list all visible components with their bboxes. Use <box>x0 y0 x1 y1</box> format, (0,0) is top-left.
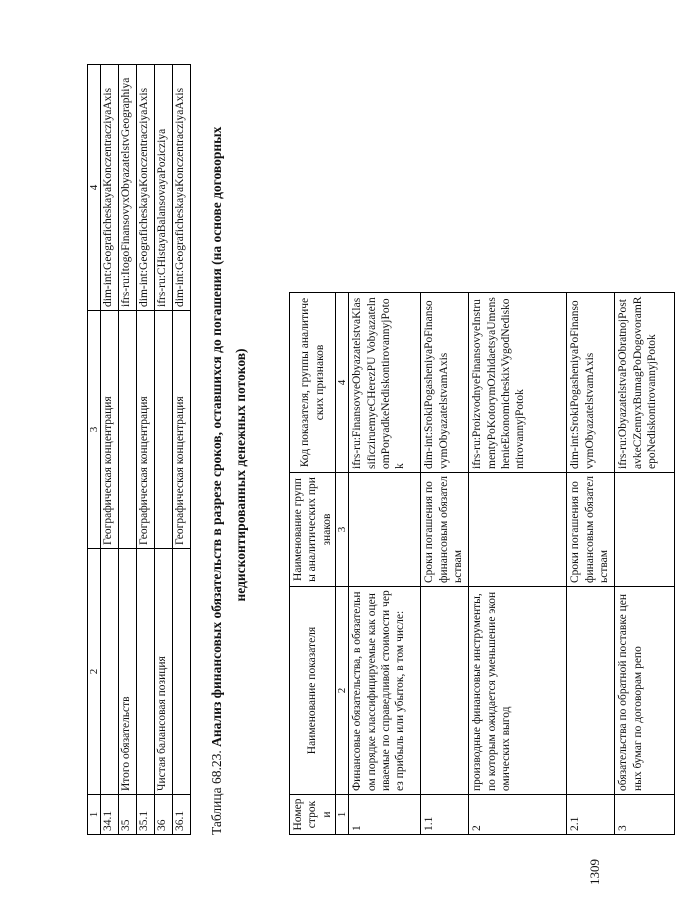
indicator-name <box>173 549 191 795</box>
table-row <box>137 65 155 835</box>
group-name: Сроки погашения по финансовым обязательствам <box>421 473 469 587</box>
indicator-name <box>101 549 119 795</box>
top-table-column-numbers <box>88 65 101 835</box>
row-number: 35 <box>119 795 137 835</box>
indicator-name: Итого обязательств <box>119 549 137 795</box>
caption-title-part2: недисконтированных денежных потоков) <box>233 348 248 602</box>
table-row <box>349 293 421 835</box>
main-table <box>289 292 675 835</box>
page-number: 1309 <box>587 859 602 885</box>
col-number: 2 <box>88 549 101 795</box>
table-row <box>469 293 567 835</box>
col-number: 4 <box>336 293 349 473</box>
table-caption <box>205 115 253 835</box>
col-number: 1 <box>336 795 349 835</box>
indicator-name: Чистая балансовая позиция <box>155 549 173 795</box>
caption-title-part1: Анализ финансовых обязательств в разрезе сроков, оставшихся до погашения (на основе договорных <box>209 126 224 747</box>
row-number: 1.1 <box>421 795 469 835</box>
group-name <box>155 311 173 549</box>
row-number: 2.1 <box>567 795 615 835</box>
indicator-code: dim-int:GeograficheskayaKonczentracziyaAxis <box>137 65 155 311</box>
indicator-code: dim-int:SrokiPogasheniyaPoFinansovymObyazatelstvamAxis <box>421 293 469 473</box>
group-name: Географическая концентрация <box>173 311 191 549</box>
indicator-code: dim-int:SrokiPogasheniyaPoFinansovymObyazatelstvamAxis <box>567 293 615 473</box>
indicator-name <box>137 549 155 795</box>
group-name: Географическая концентрация <box>101 311 119 549</box>
table-row <box>567 293 615 835</box>
table-row <box>119 65 137 835</box>
group-name <box>119 311 137 549</box>
indicator-code: ifrs-ru:FinansovyeObyazatelstvaKlassificziruemyeCHerezPU VobyazatelnomPoryadkeNediskontirovannyjPotok <box>349 293 421 473</box>
row-number: 36.1 <box>173 795 191 835</box>
header-row-number: Номер строки <box>290 795 336 835</box>
main-table-column-numbers <box>336 293 349 835</box>
indicator-code: ifrs-ru:ObyazatelstvaPoObratnojPostavkeCZennyxBumagPoDogovoramRepoNediskontirovannyjPotok <box>615 293 675 473</box>
col-number: 2 <box>336 587 349 795</box>
group-name: Географическая концентрация <box>137 311 155 549</box>
col-number: 3 <box>88 311 101 549</box>
row-number: 2 <box>469 795 567 835</box>
indicator-code: dim-int:GeograficheskayaKonczentracziyaAxis <box>101 65 119 311</box>
table-row <box>615 293 675 835</box>
indicator-code: ifrs-ru:ProizvodnyeFinansovyeInstrumentyPoKotorymOzhidaetsyaUmensheniеEkonomicheskixVygodNediskontirovannyjPotok <box>469 293 567 473</box>
indicator-name: Финансовые обязательства, в обязательном порядке классифицируемые как оцениваемые по справедливой стоимости через прибыль или убыток, в том числе: <box>349 587 421 795</box>
row-number: 35.1 <box>137 795 155 835</box>
table-row <box>173 65 191 835</box>
table-row <box>421 293 469 835</box>
group-name <box>615 473 675 587</box>
col-number: 1 <box>88 795 101 835</box>
indicator-code: ifrs-ru:ItogoFinansovyxObyazatelstvGeographiya <box>119 65 137 311</box>
indicator-name <box>567 587 615 795</box>
group-name <box>349 473 421 587</box>
indicator-name <box>421 587 469 795</box>
header-indicator-code: Код показателя, группы аналитических признаков <box>290 293 336 473</box>
col-number: 4 <box>88 65 101 311</box>
row-number: 36 <box>155 795 173 835</box>
row-number: 34.1 <box>101 795 119 835</box>
table-row <box>101 65 119 835</box>
indicator-code: dim-int:GeograficheskayaKonczentracziyaAxis <box>173 65 191 311</box>
col-number: 3 <box>336 473 349 587</box>
table-row <box>155 65 173 835</box>
indicator-name: обязательства по обратной поставке ценных бумаг по договорам репо <box>615 587 675 795</box>
row-number: 3 <box>615 795 675 835</box>
indicator-name: производные финансовые инструменты, по которым ожидается уменьшение экономических выгод <box>469 587 567 795</box>
header-indicator-name: Наименование показателя <box>290 587 336 795</box>
caption-prefix: Таблица 68.23. <box>209 746 224 835</box>
header-group-name: Наименование группы аналитических признаков <box>290 473 336 587</box>
row-number: 1 <box>349 795 421 835</box>
top-table <box>87 64 191 835</box>
main-table-header <box>290 293 336 835</box>
group-name <box>469 473 567 587</box>
group-name: Сроки погашения по финансовым обязательствам <box>567 473 615 587</box>
indicator-code: ifrs-ru:CHistayaBalansovayaPozicziya <box>155 65 173 311</box>
